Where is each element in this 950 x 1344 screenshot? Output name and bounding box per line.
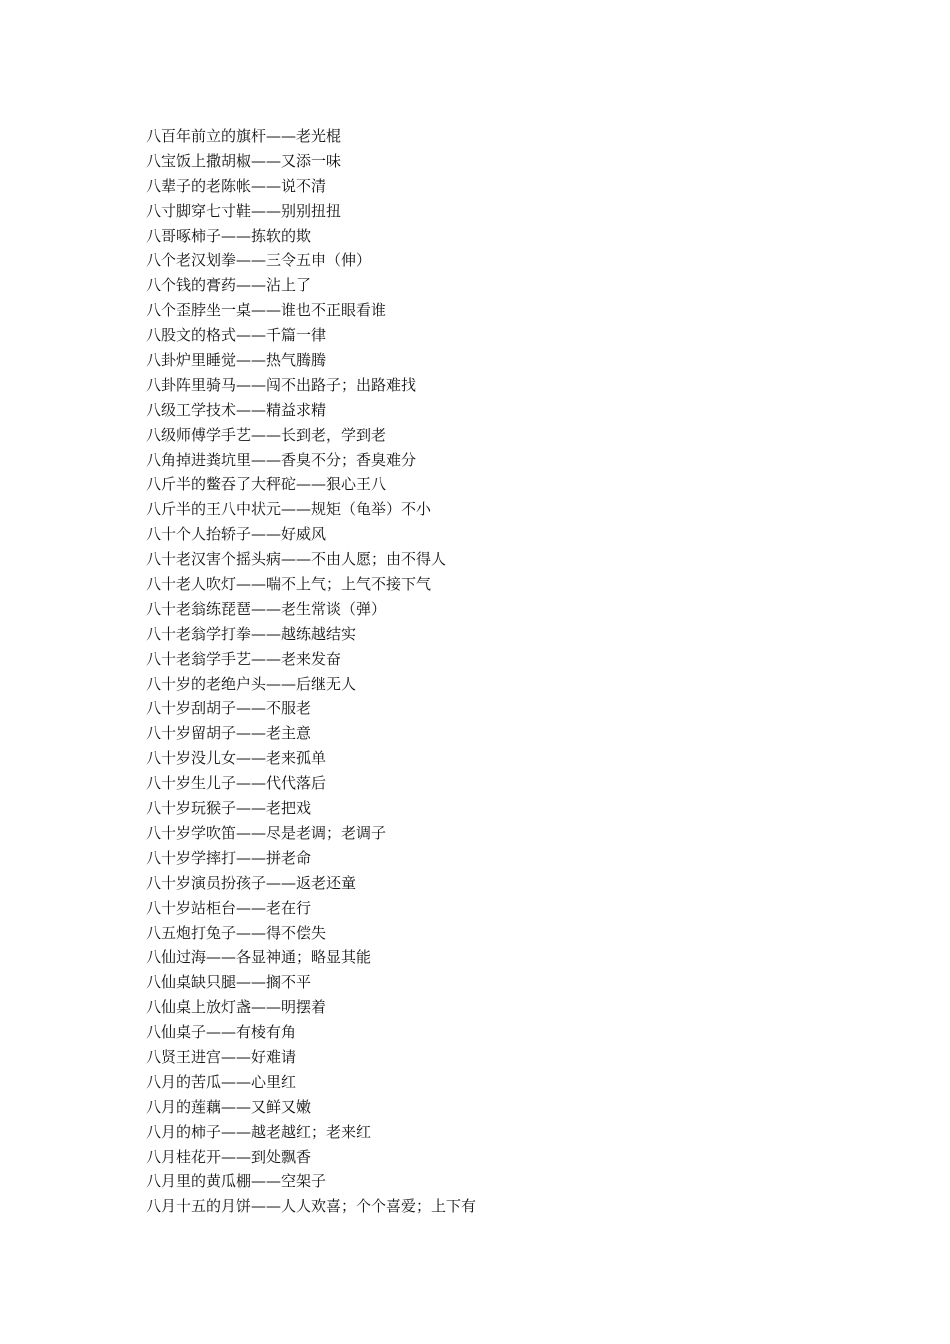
proverb-line: 八十老翁学手艺——老来发奋 bbox=[146, 649, 342, 668]
proverb-line: 八十岁的老绝户头——后继无人 bbox=[146, 674, 357, 693]
proverb-line: 八个老汉划拳——三令五申（伸） bbox=[146, 251, 372, 270]
proverb-line: 八月桂花开——到处飘香 bbox=[146, 1147, 312, 1166]
proverb-line: 八月十五的月饼——人人欢喜；个个喜爱；上下有 bbox=[146, 1197, 477, 1216]
proverb-line: 八卦阵里骑马——闯不出路子；出路难找 bbox=[146, 375, 417, 394]
proverb-line: 八卦炉里睡觉——热气腾腾 bbox=[146, 351, 327, 370]
proverb-line: 八辈子的老陈帐——说不清 bbox=[146, 176, 327, 195]
proverb-line: 八月里的黄瓜棚——空架子 bbox=[146, 1172, 327, 1191]
proverb-line: 八角掉进粪坑里——香臭不分；香臭难分 bbox=[146, 450, 417, 469]
proverb-line: 八十老翁学打拳——越练越结实 bbox=[146, 624, 357, 643]
proverb-line: 八级工学技术——精益求精 bbox=[146, 400, 327, 419]
proverb-line: 八十岁学吹笛——尽是老调；老调子 bbox=[146, 823, 387, 842]
proverb-line: 八十岁生儿子——代代落后 bbox=[146, 774, 327, 793]
proverb-line: 八贤王进宫——好难请 bbox=[146, 1047, 297, 1066]
proverb-line: 八五炮打兔子——得不偿失 bbox=[146, 923, 327, 942]
proverb-line: 八月的柿子——越老越红；老来红 bbox=[146, 1122, 372, 1141]
proverb-line: 八十老人吹灯——喘不上气；上气不接下气 bbox=[146, 575, 432, 594]
proverb-line: 八十老翁练琵琶——老生常谈（弹） bbox=[146, 599, 387, 618]
proverb-line: 八仙桌子——有棱有角 bbox=[146, 1023, 297, 1042]
proverb-list bbox=[146, 124, 846, 1219]
proverb-line: 八斤半的王八中状元——规矩（龟举）不小 bbox=[146, 500, 432, 519]
proverb-line: 八个钱的膏药——沾上了 bbox=[146, 276, 312, 295]
proverb-line: 八仙桌上放灯盏——明摆着 bbox=[146, 998, 327, 1017]
proverb-line: 八月的苦瓜——心里红 bbox=[146, 1072, 297, 1091]
proverb-line: 八十老汉害个摇头病——不由人愿；由不得人 bbox=[146, 550, 447, 569]
proverb-line: 八十岁站柜台——老在行 bbox=[146, 898, 312, 917]
proverb-line: 八月的莲藕——又鲜又嫩 bbox=[146, 1097, 312, 1116]
proverb-line: 八百年前立的旗杆——老光棍 bbox=[146, 127, 342, 145]
proverb-line: 八宝饭上撒胡椒——又添一味 bbox=[146, 151, 342, 170]
proverb-line: 八十岁没儿女——老来孤单 bbox=[146, 749, 327, 768]
proverb-line: 八寸脚穿七寸鞋——别别扭扭 bbox=[146, 201, 342, 220]
proverb-line: 八级师傅学手艺——长到老，学到老 bbox=[146, 425, 387, 444]
proverb-line: 八十个人抬轿子——好威风 bbox=[146, 525, 327, 544]
proverb-line: 八仙过海——各显神通；略显其能 bbox=[146, 948, 372, 967]
proverb-line: 八哥啄柿子——拣软的欺 bbox=[146, 226, 312, 245]
proverb-line: 八个歪脖坐一桌——谁也不正眼看谁 bbox=[146, 301, 387, 320]
proverb-line: 八十岁刮胡子——不服老 bbox=[146, 699, 312, 718]
proverb-line: 八股文的格式——千篇一律 bbox=[146, 326, 327, 345]
proverb-line: 八十岁学摔打——拼老命 bbox=[146, 848, 312, 867]
proverb-line: 八斤半的鳖吞了大秤砣——狠心王八 bbox=[146, 475, 387, 494]
proverb-line: 八十岁留胡子——老主意 bbox=[146, 724, 312, 743]
proverb-line: 八十岁演员扮孩子——返老还童 bbox=[146, 873, 357, 892]
proverb-line: 八仙桌缺只腿——搁不平 bbox=[146, 973, 312, 992]
proverb-line: 八十岁玩猴子——老把戏 bbox=[146, 799, 312, 818]
